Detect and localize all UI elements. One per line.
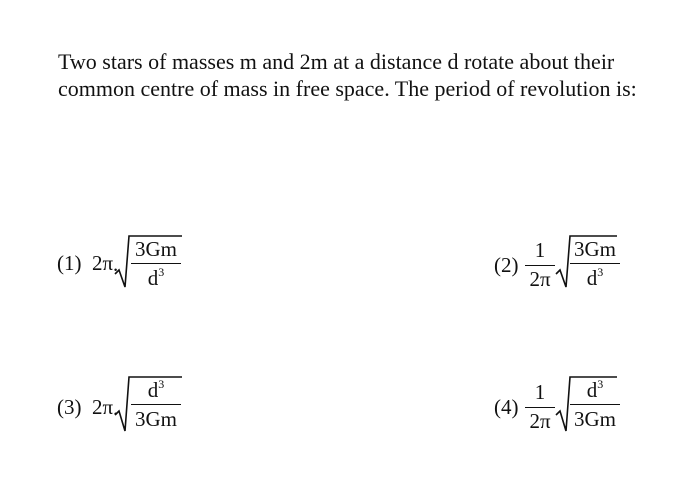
option-4-coefficient-bar (525, 407, 555, 408)
option-2-radicand-numerator: 3Gm (574, 237, 616, 261)
option-4-radicand (570, 377, 620, 431)
option-2-fraction-bar (570, 263, 620, 264)
option-4-coefficient-numerator: 1 (534, 380, 546, 404)
option-3-coefficient: 2π (92, 395, 114, 419)
option-3-radicand (131, 377, 181, 431)
option-2-exponent: 3 (597, 265, 604, 279)
question-line-2: common centre of mass in free space. The period of revolution is: (58, 76, 637, 101)
option-2-coefficient-bar (525, 265, 555, 266)
option-3-radicand-numerator: $d^3$ (147, 377, 165, 402)
option-1-dot: . (113, 252, 119, 276)
option-3-label: (3) (57, 395, 82, 419)
option-1-coefficient: 2π (92, 251, 114, 275)
option-4-exponent: 3 (597, 377, 604, 391)
option-2-coefficient-numerator: 1 (534, 238, 546, 262)
option-4-radicand-numerator: $d^3$ (586, 377, 604, 402)
option-4-label: (4) (494, 395, 519, 419)
option-4-coefficient-denominator: 2π (529, 409, 551, 433)
option-3-dot: . (113, 396, 119, 420)
option-2-radicand (570, 239, 620, 289)
option-3-fraction-bar (131, 404, 181, 405)
option-2-coefficient-denominator: 2π (529, 267, 551, 291)
option-1-radicand-denominator: $d^3$ (147, 265, 165, 290)
option-1-radicand-numerator: 3Gm (135, 237, 177, 261)
option-3-radicand-denominator: 3Gm (135, 407, 177, 431)
question-text (58, 48, 668, 102)
option-4-fraction-bar (570, 404, 620, 405)
option-4-coefficient-fraction (525, 382, 555, 432)
question-line-1: Two stars of masses m and 2m at a distance d rotate about their (58, 49, 615, 74)
option-1-radicand (131, 239, 181, 289)
option-2-radicand-denominator: $d^3$ (586, 265, 604, 290)
option-1-fraction-bar (131, 263, 181, 264)
option-2-label: (2) (494, 253, 519, 277)
option-1-label: (1) (57, 251, 82, 275)
option-1-exponent: 3 (158, 265, 165, 279)
option-4-radicand-denominator: 3Gm (574, 407, 616, 431)
option-3-exponent: 3 (158, 377, 165, 391)
option-2-coefficient-fraction (525, 240, 555, 290)
